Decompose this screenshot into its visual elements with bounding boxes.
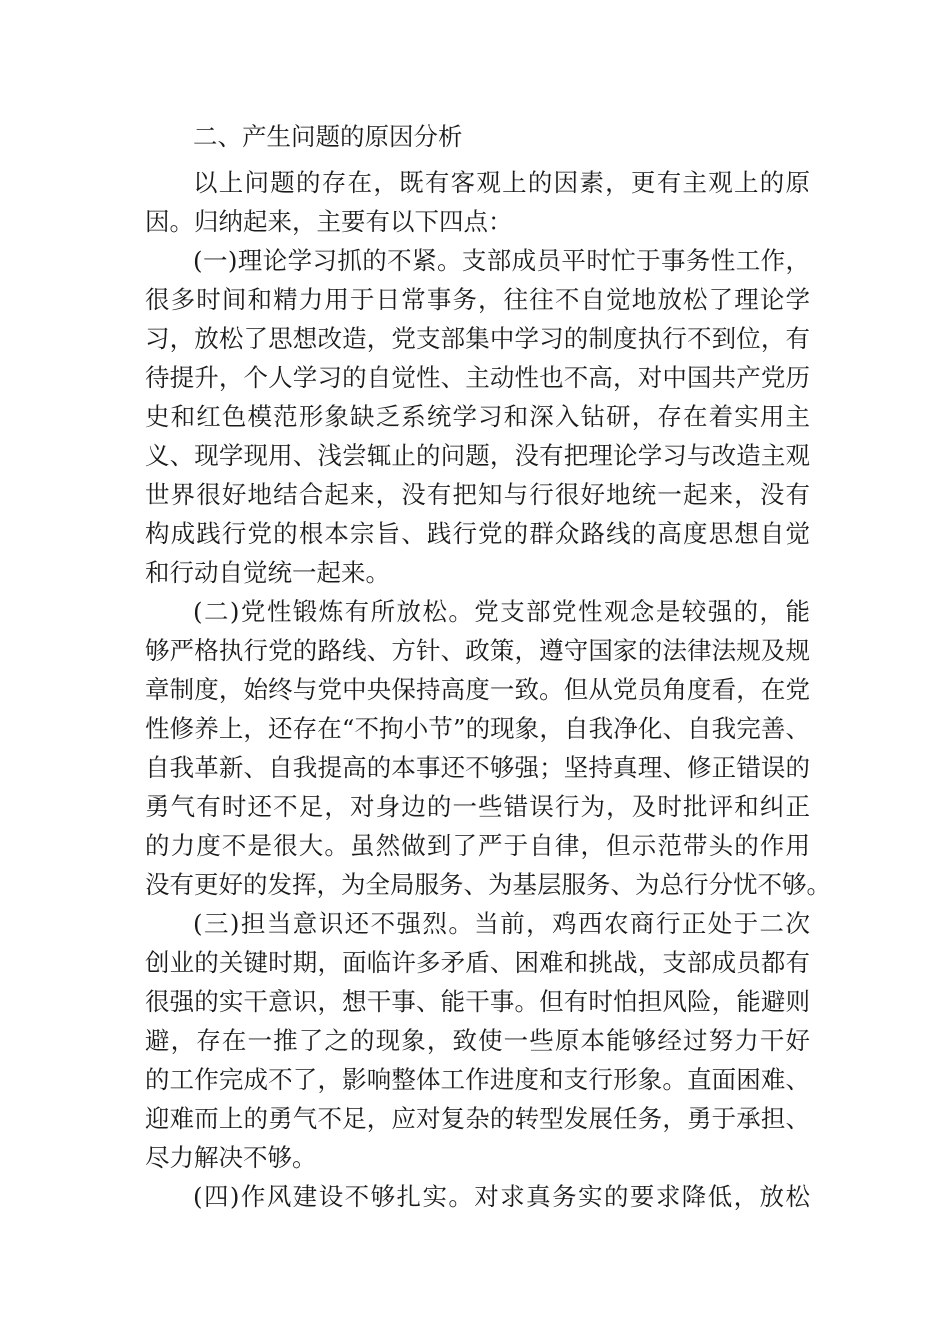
paragraph-line: (二)党性锻炼有所放松。党支部党性观念是较强的，能: [193, 597, 810, 626]
paragraph-line: (三)担当意识还不强烈。当前，鸡西农商行正处于二次: [193, 909, 810, 938]
paragraph-line: 勇气有时还不足，对身边的一些错误行为，及时批评和纠正: [145, 792, 810, 821]
paragraph-line: 的工作完成不了，影响整体工作进度和支行形象。直面困难、: [145, 1065, 810, 1094]
paragraph-line: 习，放松了思想改造，党支部集中学习的制度执行不到位，有: [145, 324, 810, 353]
paragraph-line: 避，存在一推了之的现象，致使一些原本能够经过努力干好: [145, 1026, 810, 1055]
paragraph-line: 尽力解决不够。: [145, 1143, 317, 1172]
paragraph-line: (一)理论学习抓的不紧。支部成员平时忙于事务性工作，: [193, 246, 810, 275]
paragraph-line: 性修养上，还存在“不拘小节”的现象，自我净化、自我完善、: [145, 714, 810, 743]
paragraph-line: 没有更好的发挥，为全局服务、为基层服务、为总行分忧不够。: [145, 870, 831, 899]
paragraph-line: 因。归纳起来，主要有以下四点：: [145, 207, 513, 236]
paragraph-line: (四)作风建设不够扎实。对求真务实的要求降低，放松: [193, 1182, 810, 1211]
paragraph-line: 很多时间和精力用于日常事务，往往不自觉地放松了理论学: [145, 285, 810, 314]
paragraph-line: 待提升，个人学习的自觉性、主动性也不高，对中国共产党历: [145, 363, 810, 392]
paragraph-line: 世界很好地结合起来，没有把知与行很好地统一起来，没有: [145, 480, 810, 509]
paragraph-line: 义、现学现用、浅尝辄止的问题，没有把理论学习与改造主观: [145, 441, 810, 470]
section-heading: 二、产生问题的原因分析: [193, 122, 463, 151]
paragraph-line: 很强的实干意识，想干事、能干事。但有时怕担风险，能避则: [145, 987, 810, 1016]
paragraph-line: 自我革新、自我提高的本事还不够强；坚持真理、修正错误的: [145, 753, 810, 782]
paragraph-line: 史和红色模范形象缺乏系统学习和深入钻研，存在着实用主: [145, 402, 810, 431]
paragraph-line: 和行动自觉统一起来。: [145, 558, 390, 587]
paragraph-line: 以上问题的存在，既有客观上的因素，更有主观上的原: [193, 168, 810, 197]
paragraph-line: 的力度不是很大。虽然做到了严于自律，但示范带头的作用: [145, 831, 810, 860]
paragraph-line: 章制度，始终与党中央保持高度一致。但从党员角度看，在党: [145, 675, 810, 704]
paragraph-line: 构成践行党的根本宗旨、践行党的群众路线的高度思想自觉: [145, 519, 810, 548]
paragraph-line: 够严格执行党的路线、方针、政策，遵守国家的法律法规及规: [145, 636, 810, 665]
paragraph-line: 迎难而上的勇气不足，应对复杂的转型发展任务，勇于承担、: [145, 1104, 810, 1133]
paragraph-line: 创业的关键时期，面临许多矛盾、困难和挑战，支部成员都有: [145, 948, 810, 977]
